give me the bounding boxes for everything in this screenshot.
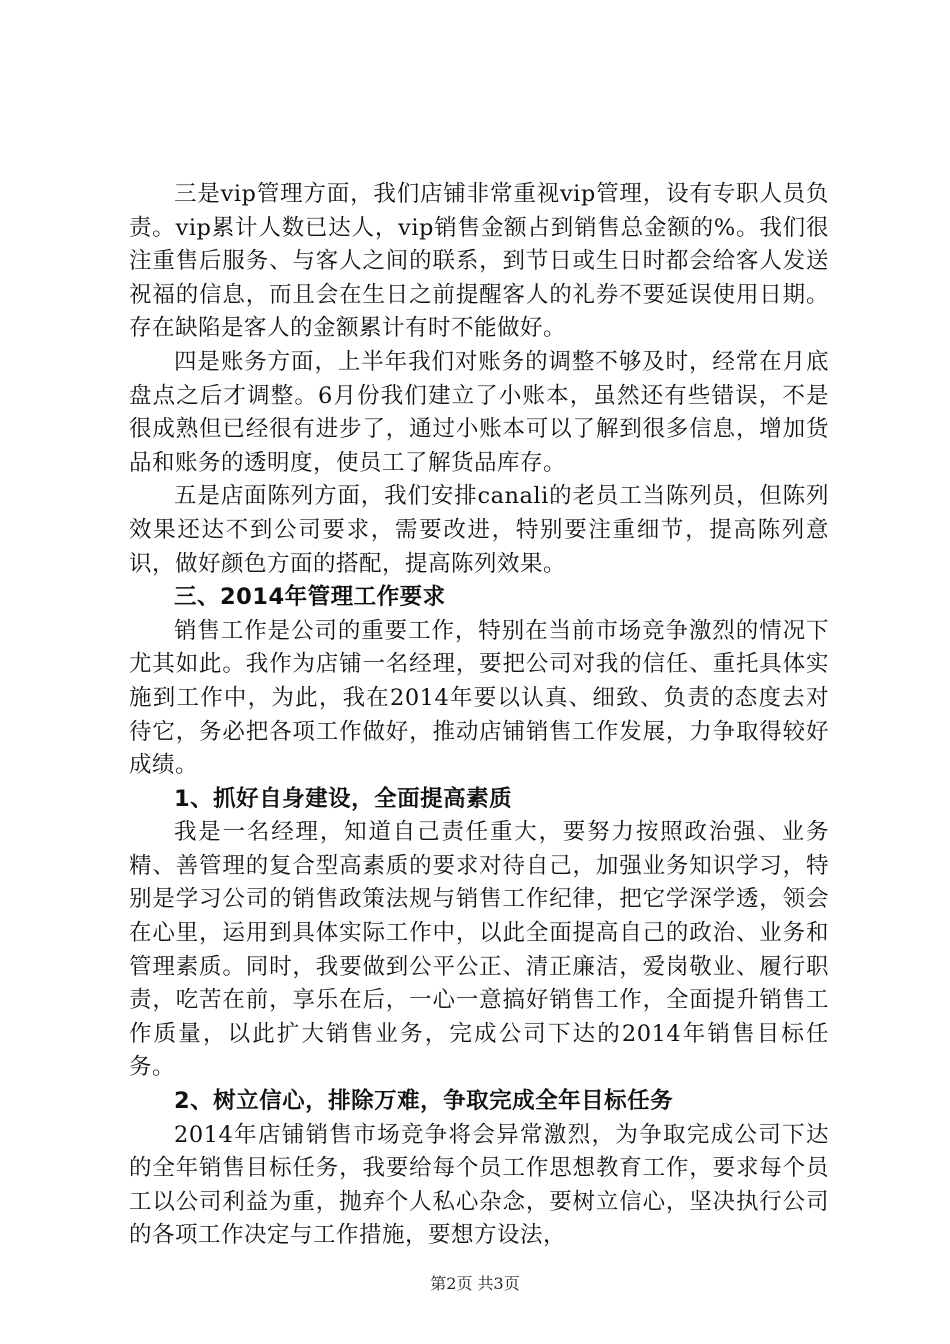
paragraph-accounting: 四是账务方面，上半年我们对账务的调整不够及时，经常在月底盘点之后才调整。6月份我们建立了小账本，虽然还有些错误，不是很成熟但已经很有进步了，通过小账本可以了解到很多信息，增加货品和账务的透明度，使员工了解货品库存。	[129, 348, 829, 476]
paragraph-sales-work: 销售工作是公司的重要工作，特别在当前市场竞争激烈的情况下尤其如此。我作为店铺一名经理，要把公司对我的信任、重托具体实施到工作中，为此，我在2014年要以认真、细致、负责的态度去对待它，务必把各项工作做好，推动店铺销售工作发展，力争取得较好成绩。	[129, 617, 829, 779]
section-heading-2014-requirements: 三、2014年管理工作要求	[174, 584, 446, 611]
document-body	[129, 178, 829, 1253]
paragraph-vip-management: 三是vip管理方面，我们店铺非常重视vip管理，设有专职人员负责。vip累计人数已达人，vip销售金额占到销售总金额的%。我们很注重售后服务、与客人之间的联系，到节日或生日时都会给客人发送祝福的信息，而且会在生日之前提醒客人的礼券不要延误使用日期。存在缺陷是客人的金额累计有时不能做好。	[129, 181, 829, 342]
paragraph-market-competition: 2014年店铺销售市场竞争将会异常激烈，为争取完成公司下达的全年销售目标任务，我要给每个员工作思想教育工作，要求每个员工以公司利益为重，抛弃个人私心杂念，要树立信心，坚决执行公司的各项工作决定与工作措施，要想方设法，	[129, 1121, 829, 1249]
subheading-build-confidence: 2、树立信心，排除万难，争取完成全年目标任务	[174, 1088, 674, 1115]
page-footer: 第2页 共3页	[430, 1274, 520, 1293]
paragraph-self-building: 我是一名经理，知道自己责任重大，要努力按照政治强、业务精、善管理的复合型高素质的要求对待自己，加强业务知识学习，特别是学习公司的销售政策法规与销售工作纪律，把它学深学透，领会在心里，运用到具体实际工作中，以此全面提高自己的政治、业务和管理素质。同时，我要做到公平公正、清正廉洁，爱岗敬业、履行职责，吃苦在前，享乐在后，一心一意搞好销售工作，全面提升销售工作质量，以此扩大销售业务，完成公司下达的2014年销售目标任务。	[129, 819, 829, 1081]
paragraph-display: 五是店面陈列方面，我们安排canali的老员工当陈列员，但陈列效果还达不到公司要求，需要改进，特别要注重细节，提高陈列意识，做好颜色方面的搭配，提高陈列效果。	[129, 483, 829, 577]
subheading-self-building: 1、抓好自身建设，全面提高素质	[174, 785, 513, 812]
